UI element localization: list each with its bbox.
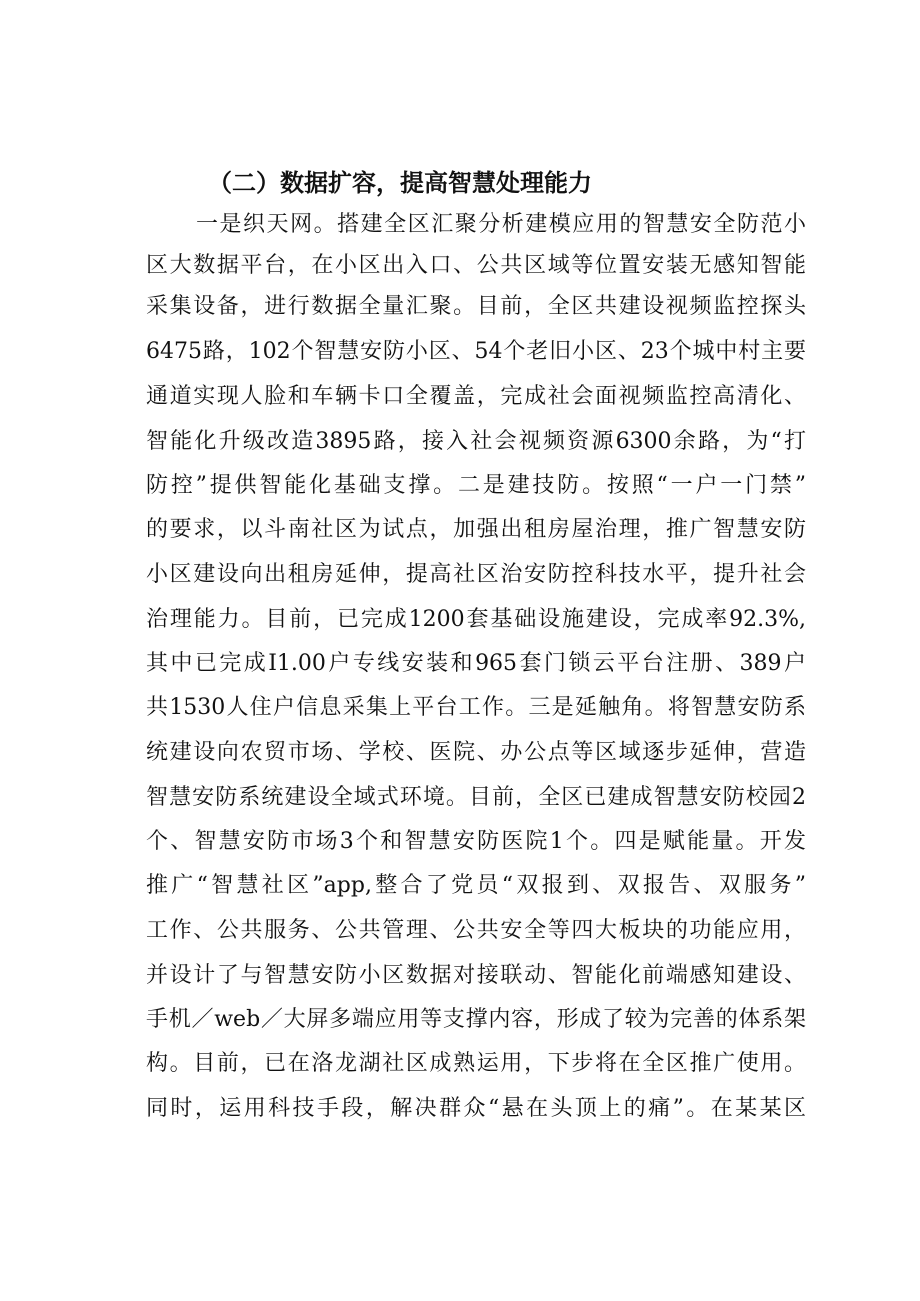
paragraph-line: 智慧安防系统建设全域式环境。目前，全区已建成智慧安防校园2 xyxy=(146,785,806,810)
paragraph-line: 防控”提供智能化基础支撑。二是建技防。按照“一户一门禁” xyxy=(146,473,806,498)
paragraph-line: 区大数据平台，在小区出入口、公共区域等位置安装无感知智能 xyxy=(146,253,806,278)
paragraph-line: 其中已完成I1.00户专线安装和965套门锁云平台注册、389户 xyxy=(146,651,806,676)
paragraph-line: 并设计了与智慧安防小区数据对接联动、智能化前端感知建设、 xyxy=(146,963,806,988)
paragraph-line: 通道实现人脸和车辆卡口全覆盖，完成社会面视频监控高清化、 xyxy=(146,384,806,409)
paragraph-line: 的要求，以斗南社区为试点，加强出租房屋治理，推广智慧安防 xyxy=(146,517,806,542)
paragraph-line: 工作、公共服务、公共管理、公共安全等四大板块的功能应用， xyxy=(146,918,806,943)
paragraph-line: 一是织天网。搭建全区汇聚分析建模应用的智慧安全防范小 xyxy=(196,212,806,237)
paragraph-line: 同时，运用科技手段，解决群众“悬在头顶上的痛”。在某某区 xyxy=(146,1096,806,1121)
paragraph-line: 小区建设向出租房延伸，提高社区治安防控科技水平，提升社会 xyxy=(146,562,806,587)
paragraph-line: 智能化升级改造3895路，接入社会视频资源6300余路，为“打 xyxy=(146,429,806,454)
paragraph-line: 个、智慧安防市场3个和智慧安防医院1个。四是赋能量。开发 xyxy=(146,829,806,854)
paragraph-line: 构。目前，已在洛龙湖社区成熟运用，下步将在全区推广使用。 xyxy=(146,1051,806,1076)
paragraph-line: 治理能力。目前，已完成1200套基础设施建设，完成率92.3%, xyxy=(146,607,806,632)
paragraph-line: 6475路，102个智慧安防小区、54个老旧小区、23个城中村主要 xyxy=(146,339,806,364)
paragraph-line: 推广“智慧社区”app,整合了党员“双报到、双报告、双服务” xyxy=(146,873,806,898)
paragraph-line: 共1530人住户信息采集上平台工作。三是延触角。将智慧安防系 xyxy=(146,695,806,720)
paragraph-line: 采集设备，进行数据全量汇聚。目前，全区共建设视频监控探头 xyxy=(146,294,806,319)
paragraph-line: 统建设向农贸市场、学校、医院、办公点等区域逐步延伸，营造 xyxy=(146,740,806,765)
section-heading: （二）数据扩容，提高智慧处理能力 xyxy=(208,169,592,197)
paragraph-line: 手机／web／大屏多端应用等支撑内容，形成了较为完善的体系架 xyxy=(146,1007,806,1032)
